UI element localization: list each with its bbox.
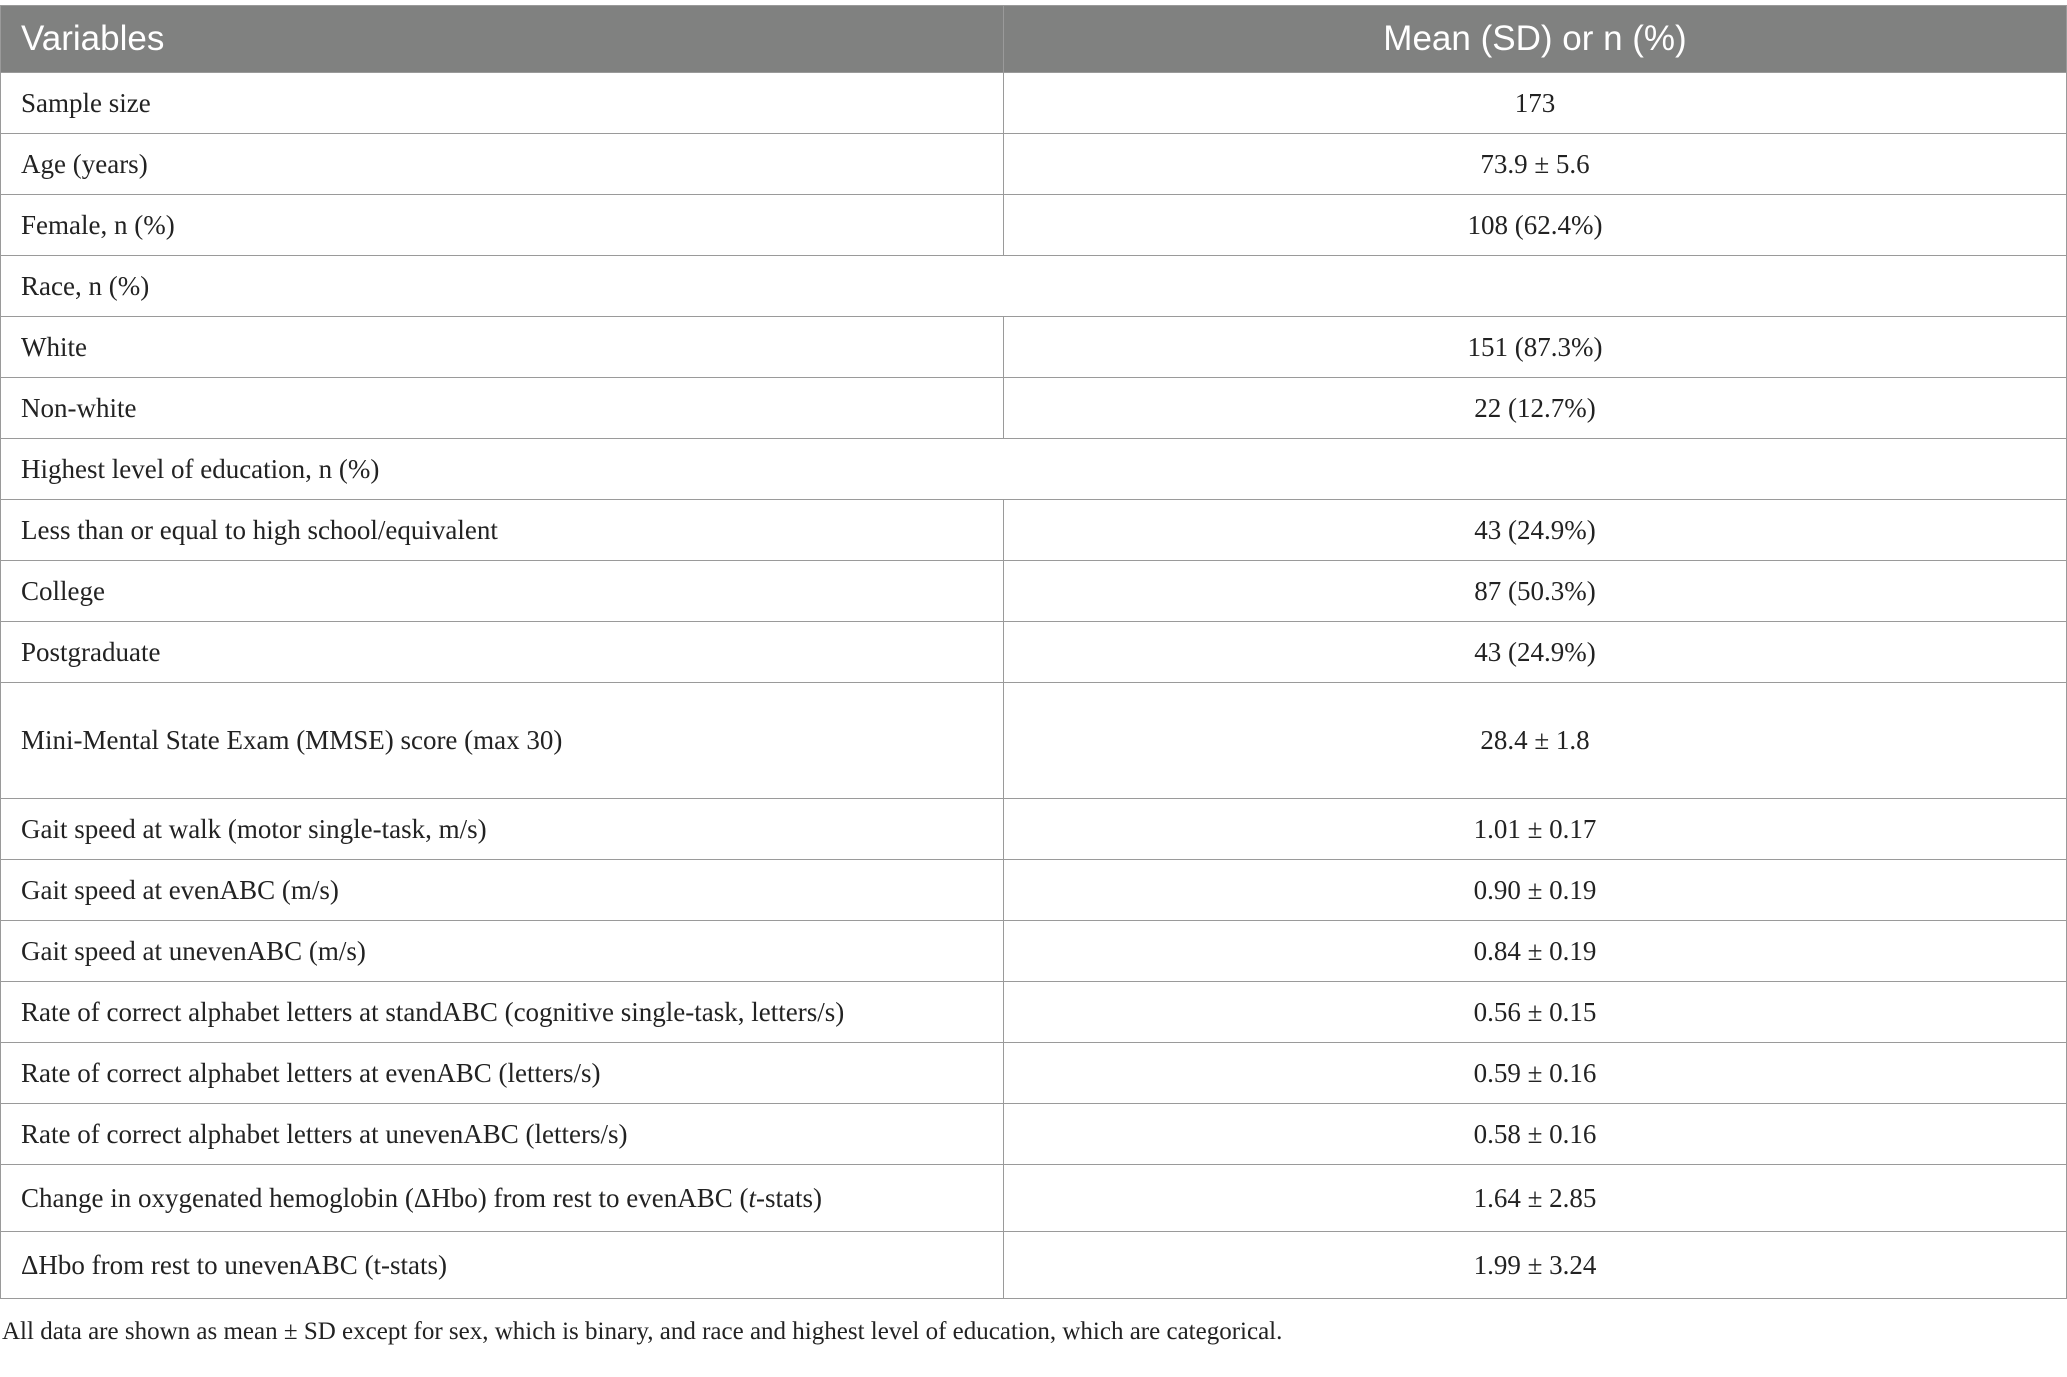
demographics-table bbox=[0, 5, 2067, 1299]
table-row bbox=[1, 982, 2067, 1043]
row-label: Sample size bbox=[1, 73, 1004, 134]
row-label: Gait speed at unevenABC (m/s) bbox=[1, 921, 1004, 982]
row-value: 0.84 ± 0.19 bbox=[1004, 921, 2067, 982]
table-row bbox=[1, 683, 2067, 799]
table-row bbox=[1, 195, 2067, 256]
row-value: 173 bbox=[1004, 73, 2067, 134]
row-value: 43 (24.9%) bbox=[1004, 500, 2067, 561]
row-value: 1.01 ± 0.17 bbox=[1004, 799, 2067, 860]
row-label: Rate of correct alphabet letters at unevenABC (letters/s) bbox=[1, 1104, 1004, 1165]
section-label-education: Highest level of education, n (%) bbox=[1, 439, 2067, 500]
demographics-table-container bbox=[0, 5, 2066, 1299]
row-label: Rate of correct alphabet letters at evenABC (letters/s) bbox=[1, 1043, 1004, 1104]
row-value: 0.58 ± 0.16 bbox=[1004, 1104, 2067, 1165]
row-label-italic: t bbox=[748, 1182, 756, 1213]
table-header-row bbox=[1, 6, 2067, 73]
header-value: Mean (SD) or n (%) bbox=[1004, 6, 2067, 73]
table-section-row bbox=[1, 439, 2067, 500]
row-value: 0.59 ± 0.16 bbox=[1004, 1043, 2067, 1104]
row-label: Age (years) bbox=[1, 134, 1004, 195]
row-value: 1.99 ± 3.24 bbox=[1004, 1232, 2067, 1299]
row-label-part: -stats) bbox=[755, 1182, 822, 1213]
row-label: Less than or equal to high school/equivalent bbox=[1, 500, 1004, 561]
table-row bbox=[1, 1165, 2067, 1232]
table-row bbox=[1, 73, 2067, 134]
row-label: Postgraduate bbox=[1, 622, 1004, 683]
table-row bbox=[1, 622, 2067, 683]
row-value: 1.64 ± 2.85 bbox=[1004, 1165, 2067, 1232]
row-label-part: Change in oxygenated hemoglobin (ΔHbo) from rest to evenABC ( bbox=[21, 1182, 749, 1213]
table-row bbox=[1, 860, 2067, 921]
row-value: 151 (87.3%) bbox=[1004, 317, 2067, 378]
table-row bbox=[1, 1232, 2067, 1299]
row-label bbox=[1, 1165, 1004, 1232]
table-row bbox=[1, 921, 2067, 982]
table-row bbox=[1, 317, 2067, 378]
row-value: 73.9 ± 5.6 bbox=[1004, 134, 2067, 195]
row-label: ΔHbo from rest to unevenABC (t-stats) bbox=[1, 1232, 1004, 1299]
row-label: Gait speed at evenABC (m/s) bbox=[1, 860, 1004, 921]
table-row bbox=[1, 1043, 2067, 1104]
row-value: 22 (12.7%) bbox=[1004, 378, 2067, 439]
row-value: 108 (62.4%) bbox=[1004, 195, 2067, 256]
row-value: 28.4 ± 1.8 bbox=[1004, 683, 2067, 799]
table-row bbox=[1, 1104, 2067, 1165]
table-row bbox=[1, 500, 2067, 561]
row-label: Mini-Mental State Exam (MMSE) score (max 30) bbox=[1, 683, 1004, 799]
header-variables: Variables bbox=[1, 6, 1004, 73]
table-section-row bbox=[1, 256, 2067, 317]
table-footnote: All data are shown as mean ± SD except for sex, which is binary, and race and highest level of education, which are categorical. bbox=[2, 1318, 1283, 1345]
row-value: 87 (50.3%) bbox=[1004, 561, 2067, 622]
row-label: College bbox=[1, 561, 1004, 622]
section-label-race: Race, n (%) bbox=[1, 256, 2067, 317]
row-label: Rate of correct alphabet letters at standABC (cognitive single-task, letters/s) bbox=[1, 982, 1004, 1043]
table-row bbox=[1, 799, 2067, 860]
row-value: 0.90 ± 0.19 bbox=[1004, 860, 2067, 921]
table-row bbox=[1, 134, 2067, 195]
row-label: Non-white bbox=[1, 378, 1004, 439]
row-label: Gait speed at walk (motor single-task, m/s) bbox=[1, 799, 1004, 860]
row-label: White bbox=[1, 317, 1004, 378]
row-value: 43 (24.9%) bbox=[1004, 622, 2067, 683]
table-row bbox=[1, 561, 2067, 622]
row-value: 0.56 ± 0.15 bbox=[1004, 982, 2067, 1043]
table-row bbox=[1, 378, 2067, 439]
row-label: Female, n (%) bbox=[1, 195, 1004, 256]
